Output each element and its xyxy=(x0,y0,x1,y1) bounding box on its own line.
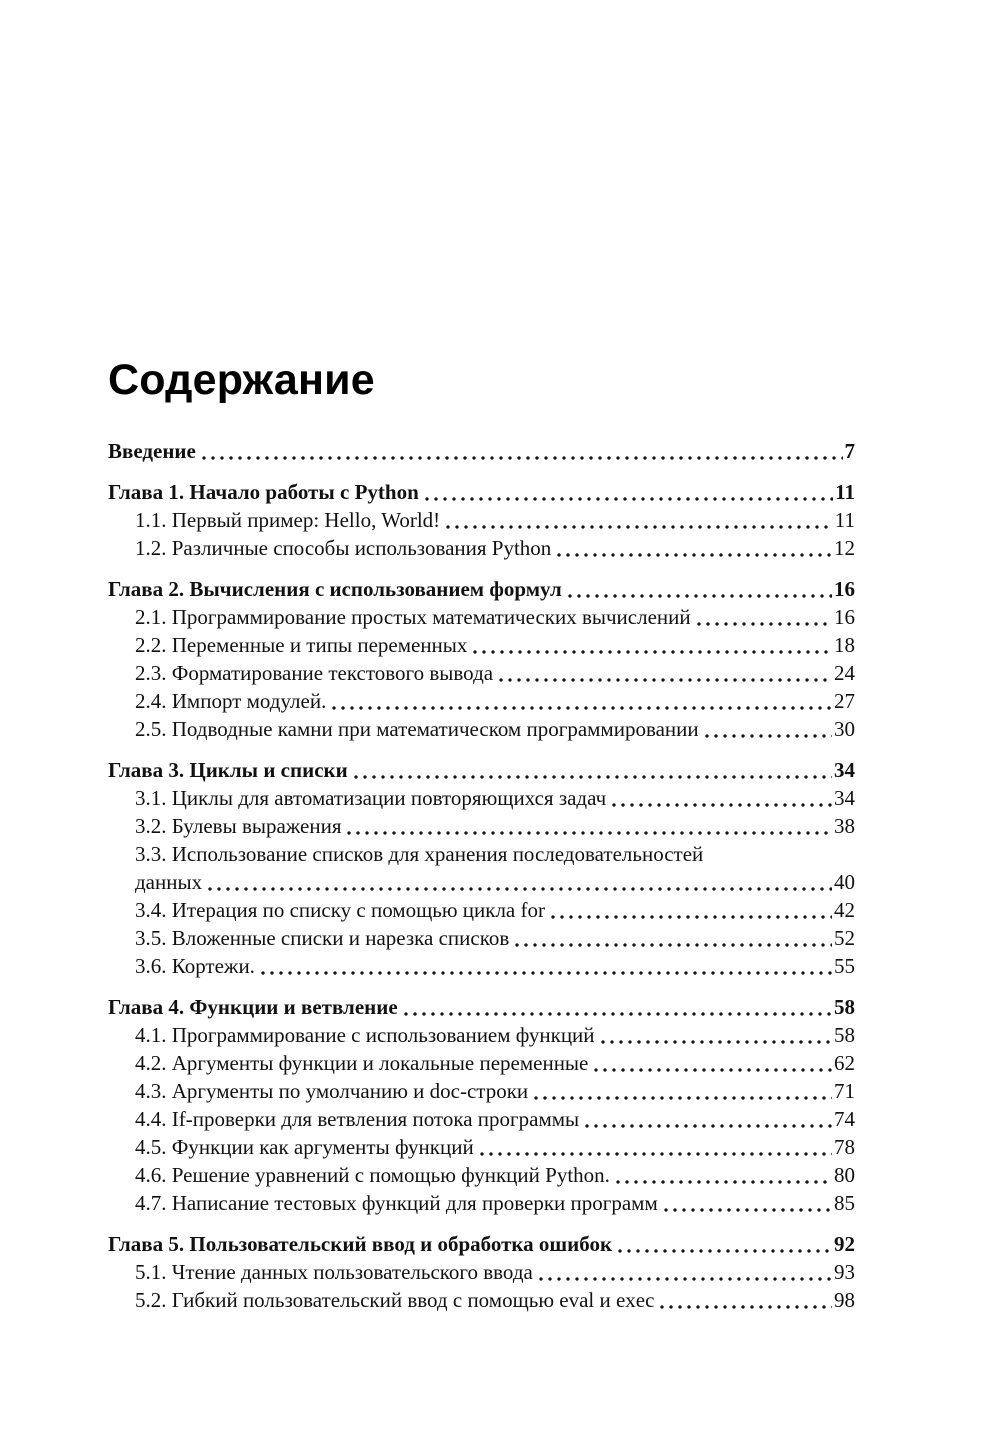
toc-entry xyxy=(108,506,855,534)
dot-leader-icon xyxy=(697,622,832,626)
toc-entry xyxy=(108,715,855,743)
toc-entry-page: 27 xyxy=(834,689,855,713)
toc-entry xyxy=(108,1189,855,1217)
toc-entry xyxy=(108,993,855,1021)
dot-leader-icon xyxy=(480,1152,832,1156)
toc-entry xyxy=(108,784,855,812)
dot-leader-icon xyxy=(354,775,832,779)
dot-leader-icon xyxy=(585,1124,832,1128)
toc-entry-page: 52 xyxy=(834,926,855,950)
dot-leader-icon xyxy=(208,887,832,891)
toc-entry-label: Глава 3. Циклы и списки xyxy=(108,758,348,782)
toc-entry xyxy=(108,603,855,631)
toc-entry-label: 3.2. Булевы выражения xyxy=(135,814,342,838)
toc-entry xyxy=(108,478,855,506)
toc-entry xyxy=(108,1230,855,1258)
toc-entry-label: 3.1. Циклы для автоматизации повторяющихся задач xyxy=(135,786,607,810)
dot-leader-icon xyxy=(473,650,832,654)
dot-leader-icon xyxy=(534,1096,832,1100)
dot-leader-icon xyxy=(332,706,832,710)
toc-entry-label: 2.3. Форматирование текстового вывода xyxy=(135,661,494,685)
dot-leader-icon xyxy=(594,1068,832,1072)
toc-entry-label: 3.3. Использование списков для хранения последовательностей xyxy=(135,842,704,866)
toc-entry-label: 3.4. Итерация по списку с помощью цикла for xyxy=(135,898,545,922)
toc-entry xyxy=(108,687,855,715)
toc-entry-page: 93 xyxy=(834,1260,855,1284)
toc-entry-page: 85 xyxy=(834,1191,855,1215)
toc-entry xyxy=(108,659,855,687)
dot-leader-icon xyxy=(664,1208,832,1212)
dot-leader-icon xyxy=(660,1305,832,1309)
toc-entry-page: 24 xyxy=(834,661,855,685)
toc-entry-page: 55 xyxy=(834,954,855,978)
toc-entry-page: 58 xyxy=(834,995,855,1019)
toc-entry-label: данных xyxy=(135,870,203,894)
toc-entry-label: 2.5. Подводные камни при математическом программировании xyxy=(135,717,699,741)
toc-entry-label: 4.7. Написание тестовых функций для проверки программ xyxy=(135,1191,658,1215)
toc-entry-page: 34 xyxy=(834,786,855,810)
toc-entry-page: 74 xyxy=(834,1107,855,1131)
toc-entry xyxy=(108,812,855,840)
dot-leader-icon xyxy=(557,553,832,557)
toc-entry-page: 11 xyxy=(835,480,855,504)
dot-leader-icon xyxy=(425,497,833,501)
toc-entry-page: 12 xyxy=(834,536,855,560)
toc-entry xyxy=(108,1105,855,1133)
dot-leader-icon xyxy=(261,971,832,975)
toc-entry-label: 3.5. Вложенные списки и нарезка списков xyxy=(135,926,510,950)
dot-leader-icon xyxy=(601,1040,832,1044)
toc-entry-label: 1.2. Различные способы использования Python xyxy=(135,536,552,560)
toc-entry-page: 62 xyxy=(834,1051,855,1075)
toc-entry xyxy=(108,1049,855,1077)
toc-entry-page: 80 xyxy=(834,1163,855,1187)
toc-entry xyxy=(108,534,855,562)
toc-entry-label: Глава 5. Пользовательский ввод и обработка ошибок xyxy=(108,1232,613,1256)
dot-leader-icon xyxy=(551,915,832,919)
toc-entry-label: 2.4. Импорт модулей. xyxy=(135,689,327,713)
toc-entry-label: 5.1. Чтение данных пользовательского ввода xyxy=(135,1260,533,1284)
toc-entry-label: 4.4. If-проверки для ветвления потока программы xyxy=(135,1107,580,1131)
dot-leader-icon xyxy=(202,456,843,460)
toc-entry-page: 18 xyxy=(834,633,855,657)
toc-entry xyxy=(108,896,855,924)
toc-entry-page: 58 xyxy=(834,1023,855,1047)
toc-entry xyxy=(108,756,855,784)
toc-entry-page: 71 xyxy=(834,1079,855,1103)
toc-entry-page: 98 xyxy=(834,1288,855,1312)
toc-entry-label: Введение xyxy=(108,439,196,463)
toc-entry xyxy=(108,868,855,896)
toc-entry-page: 30 xyxy=(834,717,855,741)
toc-entry-page: 38 xyxy=(834,814,855,838)
toc-list xyxy=(108,437,855,1314)
toc-entry-label: 4.1. Программирование с использованием функций xyxy=(135,1023,595,1047)
toc-entry xyxy=(108,1286,855,1314)
toc-entry-label: 2.1. Программирование простых математических вычислений xyxy=(135,605,691,629)
toc-entry-label: 4.5. Функции как аргументы функций xyxy=(135,1135,474,1159)
toc-entry-page: 16 xyxy=(834,577,855,601)
toc-entry-page: 34 xyxy=(834,758,855,782)
toc-entry-page: 16 xyxy=(834,605,855,629)
toc-entry xyxy=(108,1161,855,1189)
toc-entry-label: 3.6. Кортежи. xyxy=(135,954,255,978)
page-title: Содержание xyxy=(108,356,375,404)
toc-entry-label: 2.2. Переменные и типы переменных xyxy=(135,633,468,657)
toc-entry xyxy=(108,840,855,868)
dot-leader-icon xyxy=(446,525,833,529)
toc-entry xyxy=(108,1077,855,1105)
dot-leader-icon xyxy=(616,1180,832,1184)
toc-entry xyxy=(108,1021,855,1049)
toc-entry-label: Глава 1. Начало работы с Python xyxy=(108,480,419,504)
dot-leader-icon xyxy=(703,864,855,868)
toc-entry xyxy=(108,924,855,952)
toc-entry xyxy=(108,631,855,659)
toc-entry xyxy=(108,952,855,980)
dot-leader-icon xyxy=(618,1249,832,1253)
dot-leader-icon xyxy=(499,678,832,682)
toc-entry-page: 42 xyxy=(834,898,855,922)
toc-entry-label: 5.2. Гибкий пользовательский ввод с помощью eval и exec xyxy=(135,1288,655,1312)
toc-entry-page: 11 xyxy=(834,508,855,532)
toc-entry-label: 4.3. Аргументы по умолчанию и doc-строки xyxy=(135,1079,529,1103)
toc-entry xyxy=(108,437,855,465)
dot-leader-icon xyxy=(705,734,832,738)
toc-entry xyxy=(108,1133,855,1161)
dot-leader-icon xyxy=(612,803,832,807)
dot-leader-icon xyxy=(568,594,832,598)
toc-entry-label: 4.6. Решение уравнений с помощью функций Python. xyxy=(135,1163,610,1187)
toc-entry-page: 40 xyxy=(834,870,855,894)
toc-entry-label: Глава 4. Функции и ветвление xyxy=(108,995,398,1019)
toc-entry-page: 92 xyxy=(834,1232,855,1256)
toc-entry-label: 1.1. Первый пример: Hello, World! xyxy=(135,508,441,532)
dot-leader-icon xyxy=(539,1277,832,1281)
toc-entry-page: 7 xyxy=(844,439,855,463)
dot-leader-icon xyxy=(404,1012,832,1016)
dot-leader-icon xyxy=(347,831,832,835)
toc-entry xyxy=(108,575,855,603)
dot-leader-icon xyxy=(515,943,832,947)
toc-entry-label: 4.2. Аргументы функции и локальные переменные xyxy=(135,1051,589,1075)
toc-entry xyxy=(108,1258,855,1286)
toc-entry-label: Глава 2. Вычисления с использованием формул xyxy=(108,577,562,601)
toc-entry-page: 78 xyxy=(834,1135,855,1159)
